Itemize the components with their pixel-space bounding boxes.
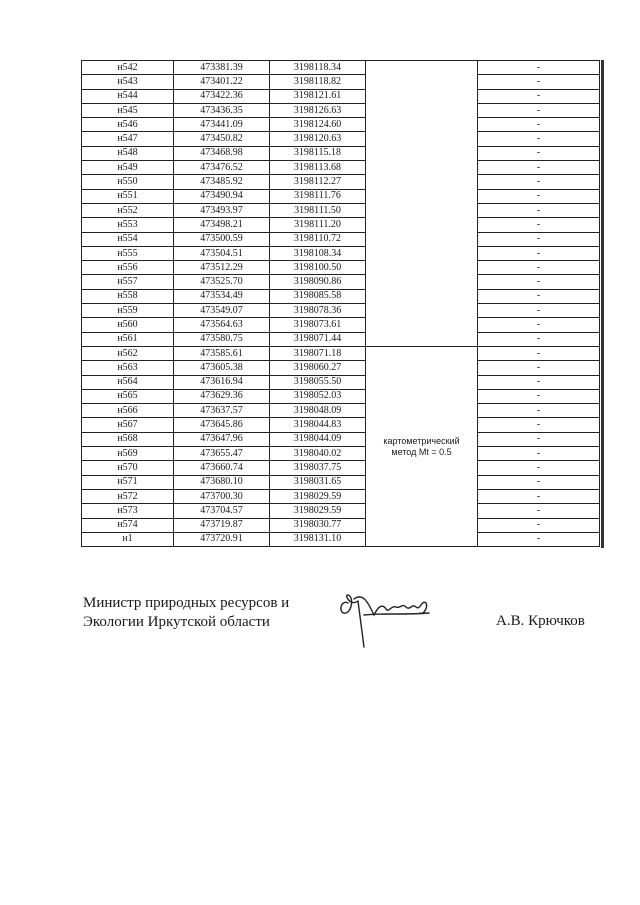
table-row (82, 318, 600, 332)
error-cell: - (478, 161, 600, 175)
table-row (82, 418, 600, 432)
error-cell: - (478, 118, 600, 132)
table-row (82, 89, 600, 103)
table-row (82, 332, 600, 346)
error-cell: - (478, 232, 600, 246)
x-coordinate-cell: 473720.91 (174, 532, 270, 546)
point-name-cell: н571 (82, 475, 174, 489)
point-name-cell: н547 (82, 132, 174, 146)
table-row (82, 404, 600, 418)
point-name-cell: н555 (82, 246, 174, 260)
table-row (82, 275, 600, 289)
point-name-cell: н567 (82, 418, 174, 432)
x-coordinate-cell: 473549.07 (174, 304, 270, 318)
y-coordinate-cell: 3198044.09 (270, 432, 366, 446)
point-name-cell: н566 (82, 404, 174, 418)
table-row (82, 389, 600, 403)
x-coordinate-cell: 473580.75 (174, 332, 270, 346)
error-cell: - (478, 261, 600, 275)
point-name-cell: н569 (82, 447, 174, 461)
x-coordinate-cell: 473719.87 (174, 518, 270, 532)
signatory-position-line1: Министр природных ресурсов и (83, 595, 290, 611)
y-coordinate-cell: 3198121.61 (270, 89, 366, 103)
table-row (82, 132, 600, 146)
error-cell: - (478, 475, 600, 489)
error-cell: - (478, 89, 600, 103)
x-coordinate-cell: 473700.30 (174, 489, 270, 503)
y-coordinate-cell: 3198040.02 (270, 447, 366, 461)
error-cell: - (478, 532, 600, 546)
table-row (82, 361, 600, 375)
point-name-cell: н548 (82, 146, 174, 160)
y-coordinate-cell: 3198111.20 (270, 218, 366, 232)
point-name-cell: н559 (82, 304, 174, 318)
table-row (82, 232, 600, 246)
point-name-cell: н1 (82, 532, 174, 546)
point-name-cell: н561 (82, 332, 174, 346)
x-coordinate-cell: 473605.38 (174, 361, 270, 375)
table-row (82, 61, 600, 75)
y-coordinate-cell: 3198030.77 (270, 518, 366, 532)
table-row (82, 246, 600, 260)
point-name-cell: н565 (82, 389, 174, 403)
point-name-cell: н553 (82, 218, 174, 232)
coordinates-table (81, 60, 600, 547)
y-coordinate-cell: 3198078.36 (270, 304, 366, 318)
x-coordinate-cell: 473441.09 (174, 118, 270, 132)
y-coordinate-cell: 3198055.50 (270, 375, 366, 389)
x-coordinate-cell: 473655.47 (174, 447, 270, 461)
error-cell: - (478, 103, 600, 117)
table-row (82, 146, 600, 160)
x-coordinate-cell: 473422.36 (174, 89, 270, 103)
table-row (82, 161, 600, 175)
x-coordinate-cell: 473660.74 (174, 461, 270, 475)
table-row (82, 75, 600, 89)
x-coordinate-cell: 473680.10 (174, 475, 270, 489)
x-coordinate-cell: 473490.94 (174, 189, 270, 203)
point-name-cell: н558 (82, 289, 174, 303)
x-coordinate-cell: 473500.59 (174, 232, 270, 246)
error-cell: - (478, 146, 600, 160)
method-label-line1: картометрический (383, 435, 460, 446)
y-coordinate-cell: 3198111.50 (270, 203, 366, 217)
x-coordinate-cell: 473468.98 (174, 146, 270, 160)
x-coordinate-cell: 473616.94 (174, 375, 270, 389)
point-name-cell: н574 (82, 518, 174, 532)
table-row (82, 518, 600, 532)
error-cell: - (478, 75, 600, 89)
y-coordinate-cell: 3198029.59 (270, 504, 366, 518)
point-name-cell: н543 (82, 75, 174, 89)
x-coordinate-cell: 473485.92 (174, 175, 270, 189)
x-coordinate-cell: 473493.97 (174, 203, 270, 217)
table-row (82, 475, 600, 489)
point-name-cell: н545 (82, 103, 174, 117)
signatory-position-line2: Экологии Иркутской области (83, 614, 270, 630)
error-cell: - (478, 461, 600, 475)
y-coordinate-cell: 3198090.86 (270, 275, 366, 289)
point-name-cell: н542 (82, 61, 174, 75)
point-name-cell: н544 (82, 89, 174, 103)
table-row (82, 175, 600, 189)
point-name-cell: н551 (82, 189, 174, 203)
table-row (82, 532, 600, 546)
error-cell: - (478, 504, 600, 518)
y-coordinate-cell: 3198120.63 (270, 132, 366, 146)
point-name-cell: н557 (82, 275, 174, 289)
error-cell: - (478, 518, 600, 532)
table-row (82, 203, 600, 217)
signatory-position (83, 594, 289, 632)
table-row (82, 447, 600, 461)
x-coordinate-cell: 473647.96 (174, 432, 270, 446)
error-cell: - (478, 218, 600, 232)
y-coordinate-cell: 3198085.58 (270, 289, 366, 303)
table-row (82, 289, 600, 303)
error-cell: - (478, 132, 600, 146)
error-cell: - (478, 375, 600, 389)
x-coordinate-cell: 473534.49 (174, 289, 270, 303)
error-cell: - (478, 61, 600, 75)
y-coordinate-cell: 3198029.59 (270, 489, 366, 503)
table-row (82, 346, 600, 360)
signature (334, 585, 444, 655)
y-coordinate-cell: 3198118.82 (270, 75, 366, 89)
point-name-cell: н563 (82, 361, 174, 375)
point-name-cell: н564 (82, 375, 174, 389)
x-coordinate-cell: 473450.82 (174, 132, 270, 146)
error-cell: - (478, 432, 600, 446)
y-coordinate-cell: 3198108.34 (270, 246, 366, 260)
error-cell: - (478, 332, 600, 346)
error-cell: - (478, 389, 600, 403)
x-coordinate-cell: 473504.51 (174, 246, 270, 260)
table-row (82, 461, 600, 475)
x-coordinate-cell: 473381.39 (174, 61, 270, 75)
x-coordinate-cell: 473525.70 (174, 275, 270, 289)
method-cell (366, 346, 478, 546)
y-coordinate-cell: 3198071.18 (270, 346, 366, 360)
x-coordinate-cell: 473512.29 (174, 261, 270, 275)
table-row (82, 103, 600, 117)
x-coordinate-cell: 473564.63 (174, 318, 270, 332)
table-row (82, 189, 600, 203)
point-name-cell: н573 (82, 504, 174, 518)
y-coordinate-cell: 3198118.34 (270, 61, 366, 75)
y-coordinate-cell: 3198115.18 (270, 146, 366, 160)
y-coordinate-cell: 3198052.03 (270, 389, 366, 403)
error-cell: - (478, 304, 600, 318)
table-row (82, 118, 600, 132)
table-row (82, 218, 600, 232)
y-coordinate-cell: 3198110.72 (270, 232, 366, 246)
x-coordinate-cell: 473436.35 (174, 103, 270, 117)
error-cell: - (478, 318, 600, 332)
x-coordinate-cell: 473476.52 (174, 161, 270, 175)
y-coordinate-cell: 3198031.65 (270, 475, 366, 489)
point-name-cell: н556 (82, 261, 174, 275)
error-cell: - (478, 189, 600, 203)
y-coordinate-cell: 3198048.09 (270, 404, 366, 418)
error-cell: - (478, 289, 600, 303)
point-name-cell: н560 (82, 318, 174, 332)
point-name-cell: н550 (82, 175, 174, 189)
x-coordinate-cell: 473645.86 (174, 418, 270, 432)
error-cell: - (478, 246, 600, 260)
error-cell: - (478, 275, 600, 289)
page-edge-bar (601, 60, 604, 548)
y-coordinate-cell: 3198037.75 (270, 461, 366, 475)
error-cell: - (478, 404, 600, 418)
y-coordinate-cell: 3198126.63 (270, 103, 366, 117)
y-coordinate-cell: 3198112.27 (270, 175, 366, 189)
y-coordinate-cell: 3198100.50 (270, 261, 366, 275)
y-coordinate-cell: 3198113.68 (270, 161, 366, 175)
y-coordinate-cell: 3198073.61 (270, 318, 366, 332)
point-name-cell: н549 (82, 161, 174, 175)
point-name-cell: н554 (82, 232, 174, 246)
point-name-cell: н570 (82, 461, 174, 475)
x-coordinate-cell: 473704.57 (174, 504, 270, 518)
error-cell: - (478, 447, 600, 461)
point-name-cell: н552 (82, 203, 174, 217)
error-cell: - (478, 489, 600, 503)
x-coordinate-cell: 473629.36 (174, 389, 270, 403)
x-coordinate-cell: 473498.21 (174, 218, 270, 232)
y-coordinate-cell: 3198071.44 (270, 332, 366, 346)
table-row (82, 504, 600, 518)
signatory-name: А.В. Крючков (496, 613, 585, 629)
point-name-cell: н562 (82, 346, 174, 360)
method-label-line2: метод Mt = 0.5 (391, 446, 452, 457)
point-name-cell: н568 (82, 432, 174, 446)
error-cell: - (478, 175, 600, 189)
error-cell: - (478, 361, 600, 375)
method-cell-empty (366, 61, 478, 347)
y-coordinate-cell: 3198124.60 (270, 118, 366, 132)
x-coordinate-cell: 473637.57 (174, 404, 270, 418)
y-coordinate-cell: 3198111.76 (270, 189, 366, 203)
point-name-cell: н572 (82, 489, 174, 503)
x-coordinate-cell: 473401.22 (174, 75, 270, 89)
point-name-cell: н546 (82, 118, 174, 132)
y-coordinate-cell: 3198131.10 (270, 532, 366, 546)
x-coordinate-cell: 473585.61 (174, 346, 270, 360)
error-cell: - (478, 346, 600, 360)
table-row (82, 489, 600, 503)
table-row (82, 432, 600, 446)
y-coordinate-cell: 3198044.83 (270, 418, 366, 432)
error-cell: - (478, 203, 600, 217)
table-row (82, 304, 600, 318)
table-row (82, 375, 600, 389)
y-coordinate-cell: 3198060.27 (270, 361, 366, 375)
error-cell: - (478, 418, 600, 432)
table-row (82, 261, 600, 275)
